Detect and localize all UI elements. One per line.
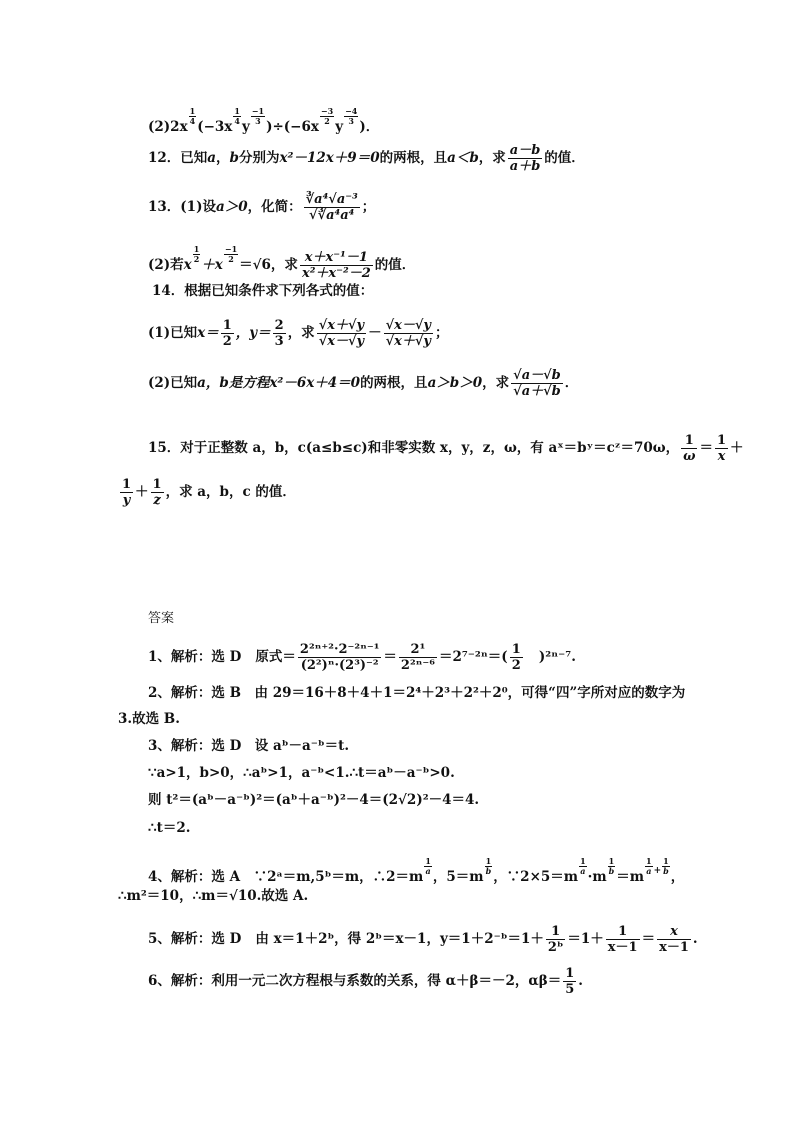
den: 2 (511, 658, 521, 673)
text: ＋x (201, 257, 223, 274)
label: 13．(1)设 (148, 199, 216, 215)
text: ，y＝ (235, 325, 271, 341)
text: ，化简： (247, 199, 302, 215)
condition: a＞b＞0 (427, 375, 483, 391)
fraction (657, 924, 691, 955)
den: 2 (228, 254, 234, 264)
num: 1 (681, 433, 697, 449)
num: 1 (663, 856, 669, 866)
num: 1 (485, 856, 492, 866)
text: )²ⁿ⁻⁷. (538, 649, 576, 665)
den: 2 (222, 334, 232, 349)
den: a (425, 866, 431, 876)
answer-3-line-4: ∴t＝2. (148, 820, 191, 836)
fraction (546, 924, 566, 955)
text: ； (435, 325, 449, 341)
den: y (122, 493, 131, 508)
num: ∛a⁴√a⁻³ (305, 192, 358, 207)
fraction (384, 318, 433, 349)
den: 2²ⁿ⁻⁶ (400, 658, 435, 673)
text: ＋ (135, 484, 149, 500)
text: ＝ (699, 440, 713, 456)
problem-14: 14．根据已知条件求下列各式的值： (152, 283, 374, 299)
text: 的两根，且 (360, 375, 428, 391)
den: x－1 (607, 940, 638, 955)
den: 4 (234, 116, 240, 126)
text: ，∵2×5＝m (493, 869, 579, 886)
exponent (320, 107, 334, 126)
var: b (229, 150, 239, 166)
answer-1 (148, 642, 576, 673)
den: b (608, 866, 615, 876)
condition: a＞0 (215, 199, 248, 215)
problem-13-part-2 (148, 245, 415, 281)
text: . (578, 973, 583, 989)
answer-4-line-1: 4、解析：选 A ∵2ᵃ＝m,5ᵇ＝m，∴2＝m $\frac{1}{a}$ ，5＝m $\frac{1}{b}$ ，∵2×5＝m $\frac{1}{a}$ ·m $\frac{1}{b}$ ＝m $\frac{1}{a}$ + $\frac{1}{b}$ ， (148, 856, 685, 886)
label: (2)已知 (148, 375, 198, 391)
den: 2 (193, 254, 200, 264)
den: 3 (274, 334, 284, 349)
text: 4、解析：选 A ∵2ᵃ＝m,5ᵇ＝m，∴2＝m (148, 869, 424, 886)
den: x (717, 449, 726, 464)
text: a，b是方程 (197, 375, 270, 391)
fraction (298, 642, 381, 673)
text: 6、解析：利用一元二次方程根与系数的关系，得 α＋β＝－2，αβ＝ (148, 973, 562, 989)
answer-3-line-1: 3、解析：选 D 设 aᵇ－a⁻ᵇ＝t. (148, 738, 350, 754)
text: 15．对于正整数 a，b，c(a≤b≤c)和非零实数 x，y，z，ω，有 aˣ＝bʸ＝cᶻ＝70ω， (148, 440, 680, 456)
problem-13-part-1 (148, 192, 375, 223)
answer-5 (148, 924, 698, 955)
num: 1 (425, 856, 431, 866)
num: 1 (152, 477, 162, 492)
exponent (224, 245, 238, 264)
expr: )÷(−6x (266, 119, 319, 136)
den: √∛a⁴a⁴ (309, 208, 355, 223)
exponent (579, 857, 587, 876)
sign: − (345, 106, 352, 116)
problem-14-part-1 (148, 318, 449, 349)
den: 5 (565, 982, 575, 997)
text: ． (564, 375, 579, 391)
sign: − (251, 106, 259, 116)
text: 原式＝ (255, 649, 296, 665)
fraction (563, 966, 576, 997)
den: √x－√y (318, 334, 365, 349)
num: 1 (222, 318, 232, 333)
fraction (304, 192, 360, 223)
label: (1)已知 (148, 325, 198, 341)
exponent (608, 857, 616, 876)
equation: x²－6x＋4＝0 (269, 375, 361, 391)
den: b (485, 866, 492, 876)
num: √x－√y (385, 318, 431, 333)
answer-2-line-1: 2、解析：选 B 由 29＝16＋8＋4＋1＝2⁴＋2³＋2²＋2⁰，可得“四”字所对应的数字为 (148, 685, 686, 701)
num: 3 (327, 106, 334, 116)
num: 1 (606, 924, 640, 940)
exponent (662, 857, 670, 876)
text: ，求 a，b，c 的值． (165, 484, 296, 500)
num: 1 (580, 856, 586, 866)
text: 的值． (544, 150, 585, 166)
num: 1 (608, 856, 615, 866)
den: ω (683, 449, 696, 464)
problem-12 (148, 143, 585, 174)
den: √a＋√b (513, 384, 561, 399)
fraction (511, 368, 563, 399)
num: x (657, 924, 691, 940)
den: b (663, 866, 669, 876)
num: 4 (351, 106, 358, 116)
num: 1 (231, 244, 238, 254)
text: ＝m (616, 869, 645, 886)
den: a (580, 866, 586, 876)
fraction (317, 318, 366, 349)
text: x＝ (197, 325, 219, 341)
expr: y (335, 119, 344, 136)
exponent (485, 857, 493, 876)
answer-6 (148, 966, 583, 997)
num: 1 (565, 966, 575, 981)
fraction (151, 477, 164, 508)
answer-2-line-2: 3.故选 B. (118, 711, 180, 727)
num: √a－√b (513, 368, 561, 383)
exponent (189, 107, 197, 126)
num: 1 (234, 106, 240, 116)
expr: y (241, 119, 250, 136)
text: 的值． (374, 257, 416, 274)
fraction (681, 433, 697, 464)
num: 2²ⁿ⁺²·2⁻²ⁿ⁻¹ (299, 642, 380, 657)
text: ＝√6，求 (239, 257, 298, 274)
den: z (153, 493, 161, 508)
text: ； (361, 199, 376, 215)
num: 2¹ (399, 642, 437, 658)
exponent (233, 107, 241, 126)
text: 的两根，且 (379, 150, 448, 166)
answer-3-line-2: ∵a>1，b>0，∴aᵇ>1，a⁻ᵇ<1.∴t＝aᵇ－a⁻ᵇ>0. (148, 765, 455, 781)
fraction (300, 250, 373, 281)
text: 由 x＝1＋2ᵇ，得 2ᵇ＝x－1，y＝1＋2⁻ᵇ＝1＋ (255, 931, 544, 947)
text: ， (216, 150, 230, 166)
den: a (646, 866, 652, 876)
text: ＝1＋ (567, 931, 604, 947)
label: 12．已知 (148, 150, 208, 166)
den: 4 (189, 116, 196, 126)
answer-4-line-2: ∴m²＝10，∴m＝√10.故选 A. (118, 888, 309, 904)
exponent (344, 107, 358, 126)
num: 1 (122, 477, 132, 492)
num: 1 (646, 856, 652, 866)
text: ， (670, 869, 685, 886)
text: － (368, 325, 382, 341)
problem-14-part-2 (148, 368, 578, 399)
text: ，求 (482, 375, 510, 391)
text: 分别为 (239, 150, 280, 166)
label: (2)若 (148, 257, 184, 274)
problem-15-line-2 (118, 477, 296, 508)
num: 1 (511, 642, 521, 657)
den: (2²)ⁿ·(2³)⁻² (300, 658, 379, 673)
label: 1、解析：选 D (148, 649, 242, 665)
equation: x²－12x＋9＝0 (279, 150, 380, 166)
den: √x＋√y (385, 334, 431, 349)
text: ＝ (383, 649, 397, 665)
condition: a＜b (447, 150, 479, 166)
fraction (715, 433, 728, 464)
den: x²＋x⁻²－2 (301, 266, 371, 282)
den: 2ᵇ (547, 940, 564, 955)
num: 1 (189, 106, 196, 116)
exponent (251, 107, 265, 126)
num: √x＋√y (318, 318, 365, 333)
var: a (207, 150, 217, 166)
fraction (399, 642, 437, 673)
problem-11-part-2 (148, 107, 379, 137)
text: ，求 (478, 150, 506, 166)
text: ＝2⁷⁻²ⁿ＝( (438, 649, 508, 665)
den: 3 (255, 116, 261, 126)
text: ·m (587, 869, 607, 886)
exponent (193, 245, 201, 264)
label: 5、解析：选 D (148, 931, 242, 947)
num: 2 (274, 318, 284, 333)
fraction (508, 143, 543, 174)
den: x－1 (659, 940, 689, 955)
fraction (510, 642, 523, 673)
sign: − (224, 244, 232, 254)
expr: )． (359, 119, 380, 136)
text: ，5＝m (432, 869, 484, 886)
fraction (120, 477, 133, 508)
expr: (−3x (197, 119, 233, 136)
den: 3 (348, 116, 354, 126)
var: x (183, 257, 192, 274)
text: ＝ (641, 931, 656, 947)
text: ＋ (730, 440, 744, 456)
fraction (221, 318, 234, 349)
problem-15-line-1 (148, 433, 744, 464)
fraction (273, 318, 286, 349)
exponent (645, 857, 653, 876)
num: 1 (193, 244, 200, 254)
label: (2) (148, 119, 171, 136)
den: a＋b (509, 159, 541, 174)
den: 2 (324, 116, 330, 126)
text: ，求 (287, 325, 315, 341)
num: 1 (546, 924, 566, 940)
answers-heading: 答案 (148, 611, 175, 626)
num: x＋x⁻¹－1 (300, 250, 373, 266)
exponent (424, 857, 432, 876)
sign: − (320, 106, 328, 116)
answer-3-line-3: 则 t²＝(aᵇ－a⁻ᵇ)²＝(aᵇ＋a⁻ᵇ)²－4＝(2√2)²－4＝4. (148, 792, 480, 808)
num: 1 (258, 106, 265, 116)
num: a－b (509, 143, 541, 158)
fraction (606, 924, 640, 955)
num: 1 (716, 433, 727, 448)
expr: 2x (170, 119, 188, 136)
text: . (692, 931, 698, 947)
